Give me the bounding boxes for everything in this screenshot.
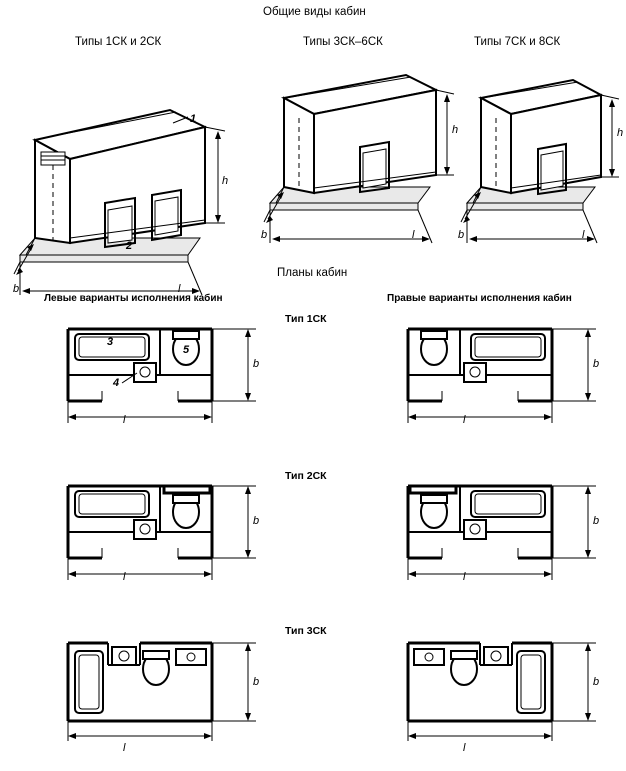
plan-type-label-2: Тип 2СК <box>285 470 327 482</box>
plan2l-dim-b: b <box>253 515 260 527</box>
isometric-view-3 <box>455 55 605 255</box>
view3-dim-l: l <box>582 229 585 241</box>
view1-mark-1: 1 <box>190 113 197 125</box>
plan3l-dim-b: b <box>253 676 260 688</box>
plan-callout-4: 4 <box>113 377 120 389</box>
plan3r-dim-l: l <box>463 742 466 754</box>
isometric-view-1 <box>10 55 250 265</box>
isometric-view-2 <box>258 55 448 255</box>
view1-dim-h: h <box>222 175 229 187</box>
plan-callout-3: 3 <box>107 336 114 348</box>
view-caption-1: Типы 1СК и 2СК <box>75 36 162 48</box>
view-caption-3: Типы 7СК и 8СК <box>474 36 561 48</box>
plan-1sk-left <box>60 323 290 428</box>
plan-type-label-1: Тип 1СК <box>285 313 327 325</box>
plan1r-dim-l: l <box>463 414 466 426</box>
plan2r-dim-l: l <box>463 571 466 583</box>
view2-dim-l: l <box>412 229 415 241</box>
plan1l-dim-b: b <box>253 358 260 370</box>
plan3r-dim-b: b <box>593 676 600 688</box>
view3-dim-b: b <box>458 229 465 241</box>
plan3l-dim-l: l <box>123 742 126 754</box>
plans-right-header: Правые варианты исполнения кабин <box>387 293 572 304</box>
page-title: Общие виды кабин <box>263 6 366 18</box>
plan-3sk-left <box>60 635 290 745</box>
view1-mark-2: 2 <box>126 240 133 252</box>
view2-dim-b: b <box>261 229 268 241</box>
view1-dim-b: b <box>13 283 20 295</box>
plan1l-dim-l: l <box>123 414 126 426</box>
plans-title: Планы кабин <box>277 267 348 279</box>
plan2l-dim-l: l <box>123 571 126 583</box>
plan-2sk-right <box>400 480 626 585</box>
plan-callout-5: 5 <box>183 344 190 356</box>
plans-left-header: Левые варианты исполнения кабин <box>44 293 223 304</box>
view3-dim-h: h <box>617 127 624 139</box>
plan-2sk-left <box>60 480 290 585</box>
view1-dim-l: l <box>178 283 181 295</box>
plan2r-dim-b: b <box>593 515 600 527</box>
plan-type-label-3: Тип 3СК <box>285 625 327 637</box>
plan-1sk-right <box>400 323 626 428</box>
view2-dim-h: h <box>452 124 459 136</box>
plan-3sk-right <box>400 635 626 745</box>
plan1r-dim-b: b <box>593 358 600 370</box>
view-caption-2: Типы 3СК–6СК <box>303 36 383 48</box>
